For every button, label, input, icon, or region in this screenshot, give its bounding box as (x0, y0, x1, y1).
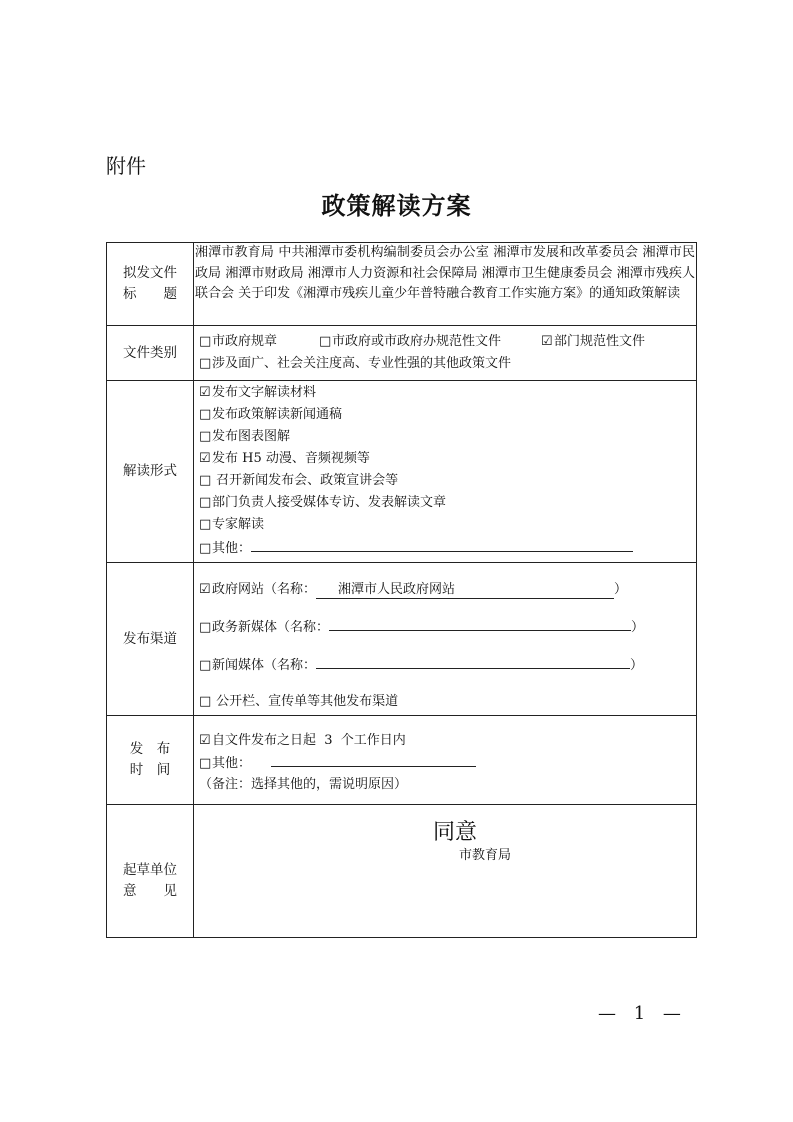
checkbox-icon[interactable]: □ (319, 334, 332, 349)
label-doc-type (107, 326, 194, 381)
checkbox-icon[interactable]: □ (199, 407, 212, 422)
other-input-line[interactable] (251, 536, 633, 552)
channel-gov-media[interactable] (199, 615, 692, 639)
label-text: 文件类别 (123, 344, 177, 361)
row-release-time (107, 716, 697, 805)
option-other[interactable] (199, 536, 692, 560)
opinion-text: 同意 (432, 820, 477, 845)
option-label: 发布 H5 动漫、音频视频等 (212, 451, 370, 466)
option-chart[interactable] (199, 426, 692, 448)
option-label: 召开新闻发布会、政策宣讲会等 (212, 473, 399, 488)
row-interpretation-form (107, 381, 697, 563)
time-other-input-line[interactable] (271, 751, 476, 767)
drafting-unit-name: 市教育局 (458, 848, 511, 863)
gov-site-name-value: 湘潭市人民政府网站 (338, 582, 456, 597)
option-h5-media[interactable] (199, 448, 692, 470)
checkbox-icon[interactable]: □ (199, 473, 212, 488)
checkbox-checked-icon[interactable]: ☑ (541, 334, 553, 349)
option-label: 部门负责人接受媒体专访、发表解读文章 (212, 495, 447, 510)
release-time-note: （备注：选择其他的，需说明原因） (199, 777, 408, 792)
option-label: 涉及面广、社会关注度高、专业性强的其他政策文件 (212, 356, 512, 371)
option-within-days[interactable] (199, 730, 692, 751)
option-text-material[interactable] (199, 382, 692, 404)
checkbox-checked-icon[interactable]: ☑ (199, 733, 211, 748)
option-dept-normative[interactable] (541, 334, 645, 349)
channel-options (194, 563, 697, 716)
option-label: 市政府或市政府办规范性文件 (332, 334, 502, 349)
row-doc-title (107, 243, 697, 326)
checkbox-icon[interactable]: □ (199, 620, 212, 635)
row-drafting-opinion (107, 805, 697, 938)
checkbox-checked-icon[interactable]: ☑ (199, 385, 211, 400)
option-label: 自文件发布之日起 3 个工作日内 (212, 733, 406, 748)
doc-type-options (194, 326, 697, 381)
channel-label: 政务新媒体（名称： (212, 620, 330, 635)
option-label: 其他： (212, 756, 252, 771)
release-time-options (194, 716, 697, 805)
checkbox-checked-icon[interactable]: ☑ (199, 451, 211, 466)
label-line: 意 见 (123, 883, 177, 899)
checkbox-icon[interactable]: □ (199, 429, 212, 444)
label-channels (107, 563, 194, 716)
label-doc-title (107, 243, 194, 326)
paren-close: ） (631, 620, 645, 635)
label-release-time (107, 716, 194, 805)
policy-form-table (106, 242, 697, 938)
checkbox-icon[interactable]: □ (199, 541, 212, 556)
checkbox-icon[interactable]: □ (199, 334, 212, 349)
label-line: 标 题 (123, 286, 177, 302)
option-label: 发布政策解读新闻通稿 (212, 407, 343, 422)
label-line: 发 布 (129, 741, 171, 757)
label-line: 拟发文件 (123, 265, 177, 281)
label-line: 时 间 (129, 762, 171, 778)
doc-title-text (194, 243, 697, 326)
paren-close: ） (614, 582, 628, 597)
option-time-other[interactable] (199, 751, 692, 774)
label-line: 起草单位 (123, 862, 177, 878)
doc-title-value: 湘潭市教育局 中共湘潭市委机构编制委员会办公室 湘潭市发展和改革委员会 湘潭市民政局 湘潭市财政局 湘潭市人力资源和社会保障局 湘潭市卫生健康委员会 湘潭市残疾人联合会 关于印发《湘潭市残疾儿童少年普特融合教育工作实施方案》的通知政策解读 (195, 245, 695, 301)
paren-close: ） (630, 658, 644, 673)
label-text: 解读形式 (123, 463, 177, 479)
document-title: 政策解读方案 (321, 191, 472, 220)
option-label: 市政府规章 (212, 334, 278, 349)
checkbox-icon[interactable]: □ (199, 756, 212, 771)
news-media-name-field[interactable] (316, 653, 630, 669)
option-press-conference[interactable] (199, 470, 692, 492)
channel-label: 公开栏、宣传单等其他发布渠道 (212, 694, 399, 709)
option-gov-normative[interactable] (319, 334, 501, 349)
channel-label: 新闻媒体（名称： (212, 658, 317, 673)
option-other-policy[interactable] (199, 353, 692, 375)
channel-news-media[interactable] (199, 653, 692, 677)
page-number: — 1 — (598, 1003, 687, 1024)
channel-label: 政府网站（名称： (212, 582, 317, 597)
checkbox-icon[interactable]: □ (199, 517, 212, 532)
channel-other[interactable] (199, 691, 692, 713)
checkbox-icon[interactable]: □ (199, 356, 212, 371)
interpretation-options (194, 381, 697, 563)
row-channels (107, 563, 697, 716)
option-label: 发布图表图解 (212, 429, 291, 444)
checkbox-icon[interactable]: □ (199, 658, 212, 673)
option-label: 部门规范性文件 (554, 334, 646, 349)
option-interview[interactable] (199, 492, 692, 514)
channel-gov-site[interactable] (199, 579, 692, 601)
label-text: 发布渠道 (123, 630, 177, 647)
row-doc-type (107, 326, 697, 381)
option-news-release[interactable] (199, 404, 692, 426)
option-label: 专家解读 (212, 517, 265, 532)
checkbox-icon[interactable]: □ (199, 694, 212, 709)
gov-media-name-field[interactable] (329, 615, 631, 631)
drafting-opinion-content (194, 805, 697, 938)
checkbox-checked-icon[interactable]: ☑ (199, 582, 211, 597)
attachment-label: 附件 (106, 154, 146, 178)
option-label: 发布文字解读材料 (212, 385, 317, 400)
option-label: 其他： (212, 541, 252, 556)
label-drafting-opinion (107, 805, 194, 938)
option-gov-rules[interactable] (199, 334, 277, 349)
label-interpretation-form (107, 381, 194, 563)
option-expert[interactable] (199, 514, 692, 536)
checkbox-icon[interactable]: □ (199, 495, 212, 510)
gov-site-name-field[interactable] (316, 582, 614, 599)
